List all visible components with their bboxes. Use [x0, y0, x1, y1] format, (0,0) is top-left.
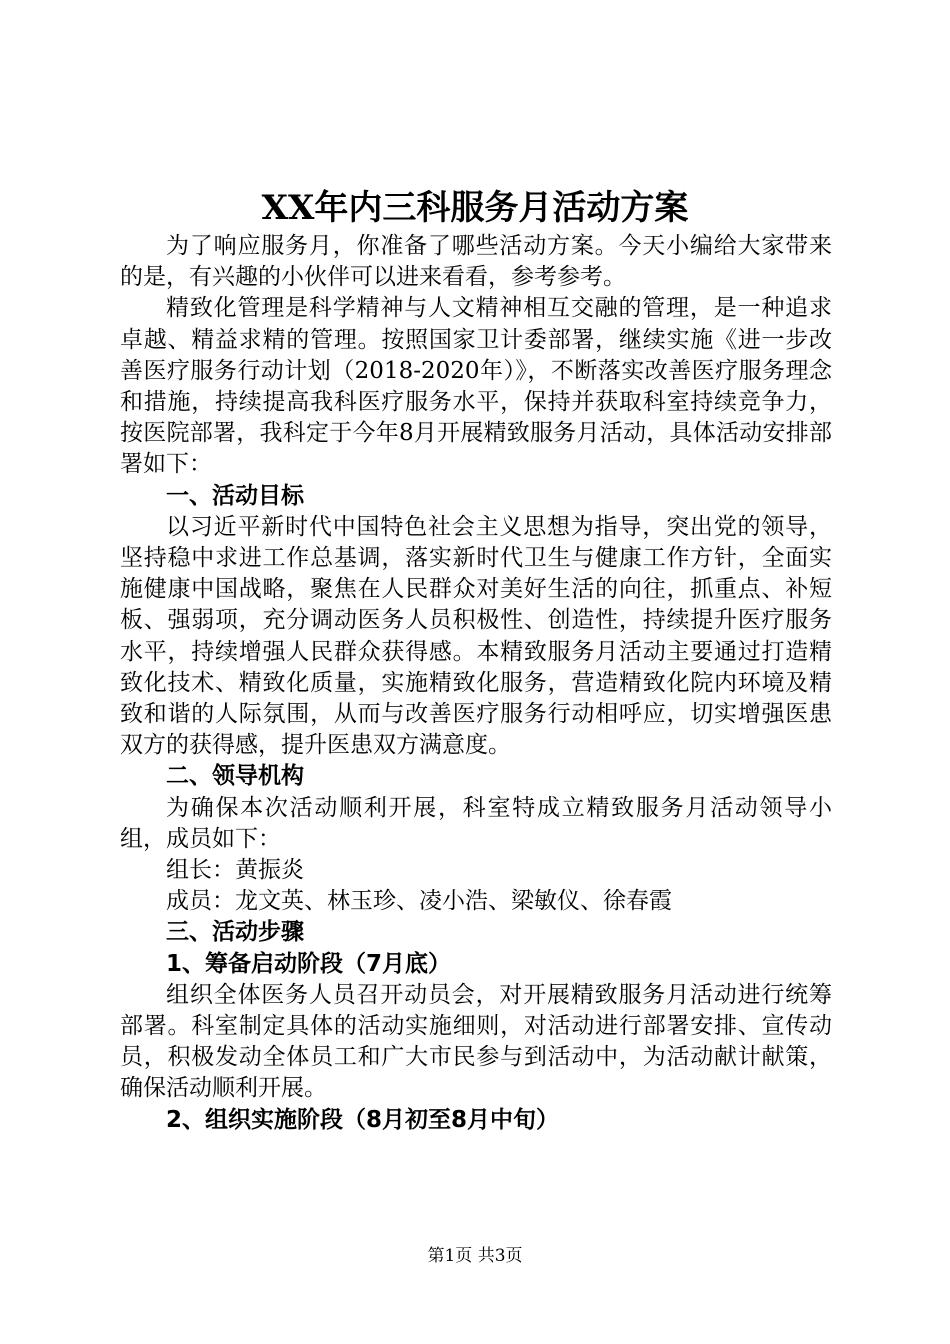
step-heading-preparation: 1、筹备启动阶段（7月底） — [166, 950, 452, 977]
preparation-paragraph: 组织全体医务人员召开动员会，对开展精致服务月活动进行统筹部署。科室制定具体的活动实施细则，对活动进行部署安排、宣传动员，积极发动全体员工和广大市民参与到活动中，为活动献计献策，确保活动顺利开展。 — [120, 981, 832, 1102]
leader-line: 组长：黄振炎 — [166, 857, 304, 884]
background-paragraph: 精致化管理是科学精神与人文精神相互交融的管理，是一种追求卓越、精益求精的管理。按照国家卫计委部署，继续实施《进一步改善医疗服务行动计划（2018-2020年）》，不断落实改善医疗服务理念和措施，持续提高我科医疗服务水平，保持并获取科室持续竞争力，按医院部署，我科定于今年8月开展精致服务月活动，具体活动安排部署如下： — [120, 295, 832, 478]
document-title: XX年内三科服务月活动方案 — [261, 188, 689, 228]
section-heading-steps: 三、活动步骤 — [166, 919, 304, 946]
intro-paragraph: 为了响应服务月，你准备了哪些活动方案。今天小编给大家带来的是，有兴趣的小伙伴可以进来看看，参考参考。 — [120, 233, 832, 291]
step-heading-implementation: 2、组织实施阶段（8月初至8月中旬） — [166, 1106, 560, 1133]
members-line: 成员：龙文英、林玉珍、凌小浩、梁敏仪、徐春霞 — [166, 888, 672, 915]
section-heading-goals: 一、活动目标 — [166, 482, 304, 509]
leadership-paragraph: 为确保本次活动顺利开展，科室特成立精致服务月活动领导小组，成员如下： — [120, 794, 832, 852]
page-number-footer: 第1页 共3页 — [427, 1246, 523, 1266]
section-heading-leadership: 二、领导机构 — [166, 763, 304, 790]
goals-paragraph: 以习近平新时代中国特色社会主义思想为指导，突出党的领导，坚持稳中求进工作总基调，落实新时代卫生与健康工作方针，全面实施健康中国战略，聚焦在人民群众对美好生活的向往，抓重点、补短板、强弱项，充分调动医务人员积极性、创造性，持续提升医疗服务水平，持续增强人民群众获得感。本精致服务月活动主要通过打造精致化技术、精致化质量，实施精致化服务，营造精致化院内环境及精致和谐的人际氛围，从而与改善医疗服务行动相呼应，切实增强医患双方的获得感，提升医患双方满意度。 — [120, 513, 832, 759]
document-body — [120, 231, 832, 1136]
